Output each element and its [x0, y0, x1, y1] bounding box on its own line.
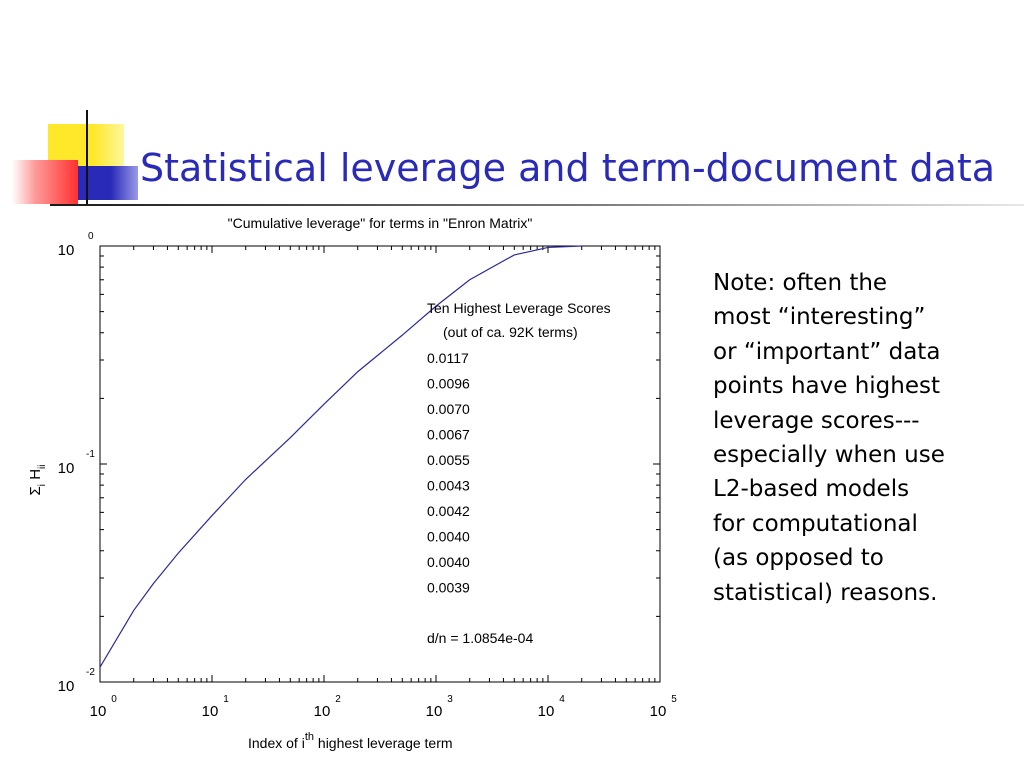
- inset-score: 0.0040: [427, 528, 470, 545]
- y-axis-label-sub-ii: ii: [37, 464, 48, 469]
- x-tick-label: 10: [89, 703, 107, 720]
- inset-score: 0.0096: [427, 375, 470, 392]
- inset-heading: Ten Highest Leverage Scores: [427, 300, 611, 316]
- inset-footer: d/n = 1.0854e-04: [427, 630, 534, 646]
- inset-score: 0.0043: [427, 477, 470, 494]
- y-axis-label-sub-i: i: [37, 483, 48, 487]
- x-tick-exponent: 2: [335, 694, 341, 705]
- x-tick-exponent: 3: [447, 694, 453, 705]
- y-tick-labels: [58, 231, 96, 695]
- x-tick-label: 10: [649, 703, 667, 720]
- inset-subheading: (out of ca. 92K terms): [443, 324, 578, 340]
- deco-vertical-line: [86, 110, 88, 206]
- chart-title: "Cumulative leverage" for terms in "Enron Matrix": [227, 215, 533, 231]
- y-tick-exponent: -1: [86, 449, 95, 460]
- x-tick-exponent: 5: [671, 694, 677, 705]
- slide-title: Statistical leverage and term-document data: [140, 146, 996, 190]
- y-tick-exponent: 0: [88, 231, 94, 242]
- x-tick-exponent: 4: [559, 694, 565, 705]
- deco-red-bar: [12, 160, 78, 204]
- inset-score: 0.0039: [427, 579, 470, 596]
- x-tick-label: 10: [537, 703, 555, 720]
- x-axis-label-tail: highest leverage term: [314, 735, 453, 751]
- inset-score: 0.0117: [427, 350, 469, 366]
- x-tick-exponent: 0: [111, 694, 117, 705]
- x-tick-label: 10: [425, 703, 443, 720]
- x-tick-exponent: 1: [223, 694, 229, 705]
- y-tick-label: 10: [57, 460, 75, 477]
- y-axis-label-h: H: [27, 468, 44, 484]
- x-tick-label: 10: [313, 703, 331, 720]
- inset-score: 0.0055: [427, 452, 470, 468]
- inset-score: 0.0067: [427, 426, 470, 443]
- inset-score: 0.0070: [427, 401, 470, 417]
- y-tick-label: 10: [57, 242, 75, 259]
- x-tick-label: 10: [201, 703, 219, 720]
- x-axis-label: [248, 731, 453, 751]
- y-axis-label-sigma: Σ: [27, 486, 44, 496]
- y-tick-exponent: -2: [86, 667, 95, 678]
- inset-score: 0.0042: [427, 503, 470, 519]
- y-axis-label: [27, 465, 48, 496]
- x-axis-label-main: Index of i: [248, 735, 305, 751]
- x-axis-label-sup: th: [304, 731, 315, 743]
- leverage-chart: [0, 206, 700, 768]
- side-note: Note: often the most “interesting” or “important” data points have highest leverage scores--- especially when use L2-based models for computational (as opposed to statistical) reasons.: [713, 270, 945, 606]
- x-tick-labels: [90, 694, 678, 720]
- inset-score: 0.0040: [427, 554, 470, 570]
- y-tick-label: 10: [57, 678, 75, 695]
